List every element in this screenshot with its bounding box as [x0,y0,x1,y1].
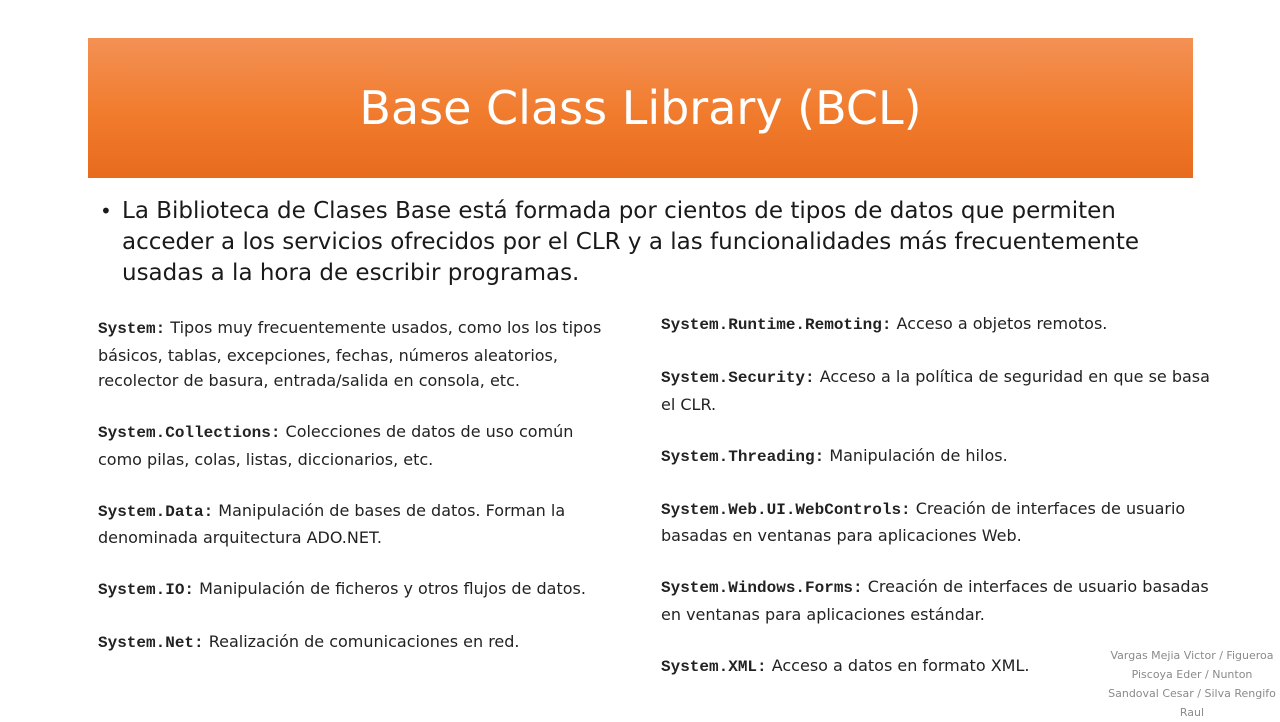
slide-title: Base Class Library (BCL) [359,81,922,135]
namespace-name: System.Net: [98,634,204,652]
namespace-name: System.Windows.Forms: [661,579,863,597]
namespace-name: System.IO: [98,581,195,599]
namespace-description: Colecciones de datos de uso común como pilas, colas, listas, diccionarios, etc. [98,422,574,469]
namespace-name: System.Web.UI.WebControls: [661,500,911,519]
namespace-name: System.Security: [661,369,815,387]
namespace-entry [98,498,618,551]
namespace-name: System.Data: [98,502,214,521]
namespace-name: System.Runtime.Remoting: [661,316,892,334]
namespace-description: Manipulación de hilos. [824,445,1008,465]
namespace-name: System.XML: [661,657,767,676]
namespace-description: Acceso a objetos remotos. [891,314,1108,333]
namespace-description: Acceso a la política de seguridad en que se basa el CLR. [661,367,1210,414]
namespace-entry [98,629,618,657]
intro-paragraph [100,196,1200,289]
author-credit: Vargas Mejia Victor / Figueroa Piscoya Eder / Nunton Sandoval Cesar / Silva Rengifo Raul [1108,649,1276,719]
namespace-description: Creación de interfaces de usuario basadas en ventanas para aplicaciones Web. [661,498,1186,545]
namespace-description: Tipos muy frecuentemente usados, como los los tipos básicos, tablas, excepciones, fechas, números aleatorios, recolector de basura, entrada/salida en consola, etc. [98,318,602,390]
namespace-entry [98,315,618,394]
namespace-description: Creación de interfaces de usuario basadas en ventanas para aplicaciones estándar. [661,577,1209,624]
namespace-entry [661,443,1221,471]
bullet-icon: • [100,199,112,223]
namespace-name: System.Collections: [98,424,281,442]
namespace-entry [661,496,1221,549]
namespace-name: System: [98,320,166,338]
left-namespace-list [98,315,618,682]
namespace-description: Realización de comunicaciones en red. [203,632,520,651]
namespace-description: Manipulación de ficheros y otros flujos de datos. [194,579,586,598]
namespace-description: Manipulación de bases de datos. Forman la denominada arquitectura ADO.NET. [98,500,566,547]
namespace-entry [98,576,618,604]
namespace-entry [661,364,1221,417]
namespace-entry [661,574,1221,627]
namespace-entry [98,419,618,472]
title-banner [88,38,1193,178]
namespace-name: System.Threading: [661,447,825,466]
namespace-description: Acceso a datos en formato XML. [766,655,1030,675]
namespace-entry [661,311,1221,339]
intro-text: La Biblioteca de Clases Base está formada por cientos de tipos de datos que permiten acceder a los servicios ofrecidos por el CLR y a las funcionalidades más frecuentemente usadas a la hora de escribir programas. [122,198,1139,286]
